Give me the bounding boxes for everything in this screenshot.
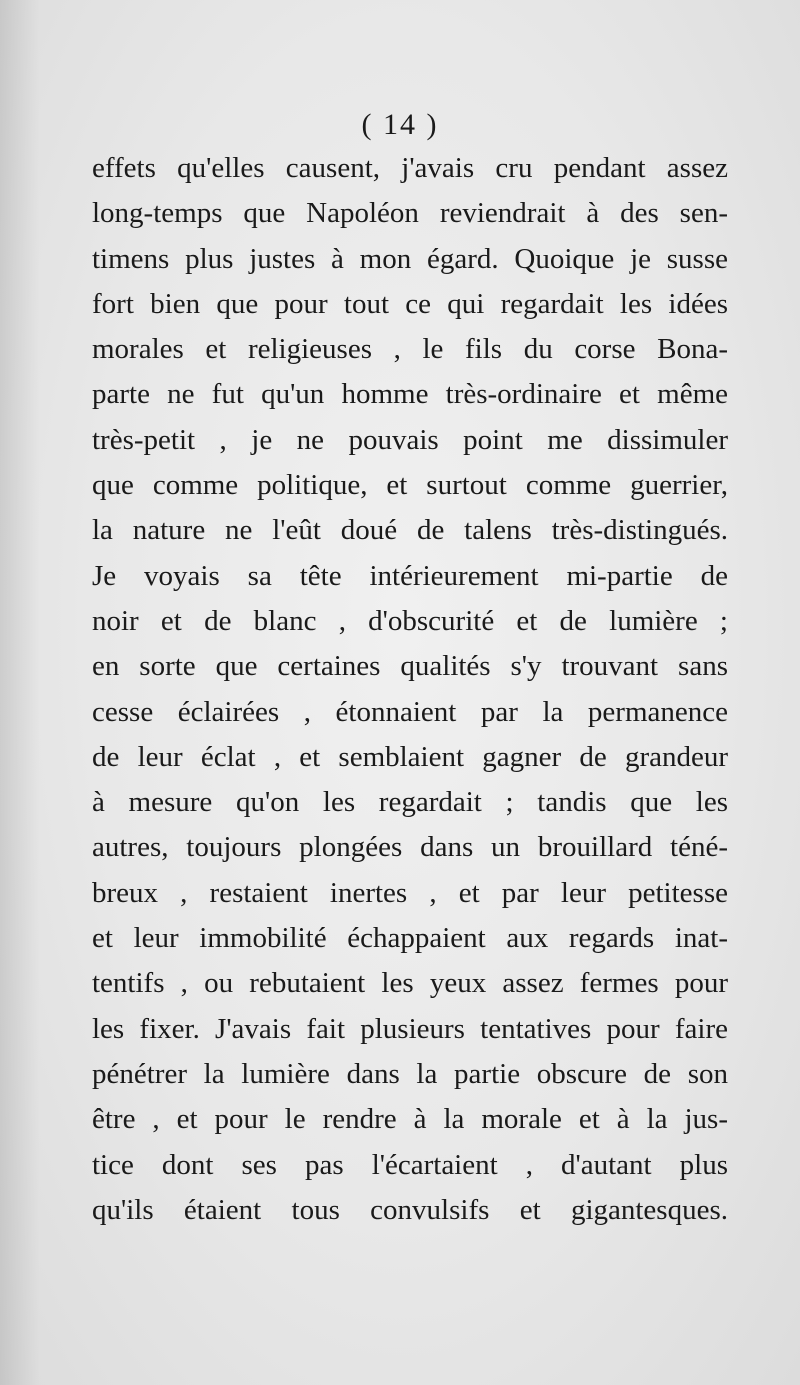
text-line: parte ne fut qu'un homme très-ordinaire et même <box>92 378 728 411</box>
text-line: cesse éclairées , étonnaient par la permanence <box>92 695 728 728</box>
text-line: timens plus justes à mon égard. Quoique je susse <box>92 242 728 275</box>
text-line: long-temps que Napoléon reviendrait à des sen- <box>92 197 728 230</box>
text-line: pénétrer la lumière dans la partie obscure de son <box>92 1057 728 1090</box>
text-line: noir et de blanc , d'obscurité et de lumière ; <box>92 604 728 637</box>
text-line: autres, toujours plongées dans un brouillard téné- <box>92 831 728 864</box>
body-text <box>92 146 728 1233</box>
text-line: la nature ne l'eût doué de talens très-distingués. <box>92 514 728 547</box>
text-line: breux , restaient inertes , et par leur petitesse <box>92 876 728 909</box>
text-line: effets qu'elles causent, j'avais cru pendant assez <box>92 152 728 184</box>
text-line: de leur éclat , et semblaient gagner de grandeur <box>92 740 728 773</box>
text-line: et leur immobilité échappaient aux regards inat- <box>92 922 728 955</box>
text-line: tice dont ses pas l'écartaient , d'autant plus <box>92 1148 728 1181</box>
page-number: ( 14 ) <box>361 108 439 141</box>
text-line: fort bien que pour tout ce qui regardait les idées <box>92 287 728 320</box>
text-line: tentifs , ou rebutaient les yeux assez fermes pour <box>92 967 728 1000</box>
text-line: morales et religieuses , le fils du corse Bona- <box>92 333 728 366</box>
text-line: que comme politique, et surtout comme guerrier, <box>92 469 728 502</box>
text-line: les fixer. J'avais fait plusieurs tentatives pour faire <box>92 1012 728 1045</box>
text-line: très-petit , je ne pouvais point me dissimuler <box>92 423 728 456</box>
page-gutter-shadow <box>0 0 40 1385</box>
text-line: être , et pour le rendre à la morale et à la jus- <box>92 1103 728 1136</box>
text-line: qu'ils étaient tous convulsifs et gigantesques. <box>92 1193 728 1226</box>
text-line: en sorte que certaines qualités s'y trouvant sans <box>92 650 728 683</box>
text-line: Je voyais sa tête intérieurement mi-partie de <box>92 559 728 592</box>
text-line: à mesure qu'on les regardait ; tandis que les <box>92 786 728 819</box>
